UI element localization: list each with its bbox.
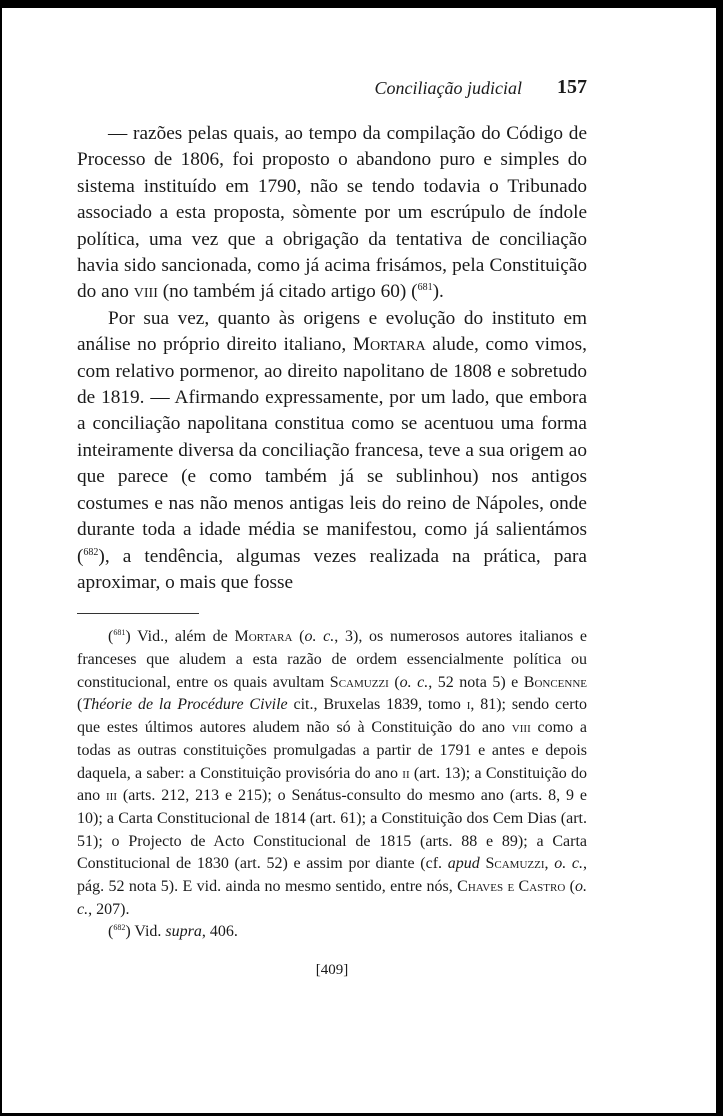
footnote-682: ($^{682}$) Vid. supra, 406. bbox=[108, 923, 238, 941]
footnote-681: ($^{681}$) Vid., além de Mortara (o. c., 3), os numerosos autores italianos e franceses que aludem a esta razão de ordem essencialmente política ou constitucional, entre os quais avultam Scamuzzi (o. c., 52 nota 5) e Boncenne (Théorie de la Procédure Civile cit., Bruxelas 1839, tomo i, 81); sendo certo que estes últimos autores aludem não só à Constituição do ano viii como a todas as outras constituições promulgadas a partir de 1791 e antes e depois daquela, a saber: a Constituição provisória do ano ii (art. 13); a Constituição do ano iii (arts. 212, 213 e 215); o Senátus-consulto do mesmo ano (arts. 8, 9 e 10); a Carta Constitucional de 1814 (art. 61); a Constituição dos Cem Dias (art. 51); o Projecto de Acto Constitucional de 1815 (arts. 88 e 89); a Carta Constitucional de 1830 (art. 52) e assim por diante (cf. apud Scamuzzi, o. c., pág. 52 nota 5). E vid. ainda no mesmo sentido, entre nós, Chaves e Castro (o. c., 207). bbox=[77, 628, 588, 918]
author-mortara: Mortara bbox=[352, 334, 426, 356]
running-head-title: Conciliação judicial bbox=[374, 78, 522, 98]
paragraph-2: Por sua vez, quanto às origens e evolução do instituto em análise no próprio direito italiano, Mortara alude, como vimos, com relativo pormenor, ao direito napolitano de 1808 e sobretudo de 1819. — Afirmando expressamente, por um lado, que embora a conciliação napolitana constitua como se acentuou uma forma inteiramente diversa da conciliação francesa, teve a sua origem ao que parece (e como também já se sublinhou) nos antigos costumes e nas não menos antigas leis do reino de Nápoles, onde durante toda a idade média se manifestou, como já salientámos ($^{682}$), a tendência, algumas vezes realizada na prática, para aproximar, o mais que fosse bbox=[77, 307, 587, 593]
scan-border-left bbox=[0, 0, 2, 1116]
footnotes bbox=[77, 626, 587, 944]
body-text bbox=[77, 121, 587, 596]
running-head bbox=[77, 74, 587, 104]
page-number: 157 bbox=[557, 76, 587, 98]
folio-number: [409] bbox=[315, 962, 349, 978]
footnote-ref-682[interactable]: 682 bbox=[83, 546, 99, 558]
paragraph-1: — razões pelas quais, ao tempo da compilação do Código de Processo de 1806, foi proposto o abandono puro e simples do sistema instituído em 1790, não se tendo todavia o Tribunado associado a esta proposta, sòmente por um escrúpulo de índole política, uma vez que a obrigação da tentativa de conciliação havia sido sancionada, como já acima frisámos, pela Constituição do ano viii (no também já citado artigo 60) ($^{681}$). bbox=[77, 123, 587, 303]
scan-border-top bbox=[0, 0, 723, 8]
book-page bbox=[77, 74, 588, 978]
footnote-ref-681[interactable]: 681 bbox=[417, 282, 433, 294]
footnote-separator bbox=[77, 613, 199, 614]
scan-border-right bbox=[716, 0, 723, 1116]
